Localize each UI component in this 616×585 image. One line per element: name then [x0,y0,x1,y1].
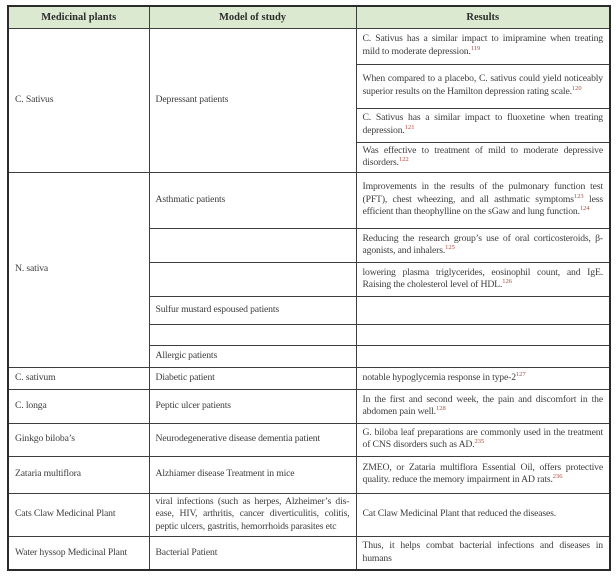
plant-cell: Zataria multiflora [8,456,149,493]
result-cell [356,456,610,493]
result-text: Improvements in the results of the pulmonary function test (PFT), chest wheezing, and all asthmatic symptoms [362,181,603,205]
result-cell [356,324,610,345]
model-cell: Neurodegenerative disease dementia patient [149,423,356,456]
citation-ref: 127 [515,370,526,378]
citation-ref: 122 [398,155,409,163]
citation-ref: 126 [502,277,512,285]
table-row [8,456,610,493]
result-text: less efficient than theophylline on the sGaw and lung function. [362,193,603,218]
plant-cell: Water hyssop Medicinal Plant [8,536,149,570]
model-cell [149,228,356,262]
result-text: lowering plasma triglycerides, eosinophil count, and IgE. Raising the cholesterol level of HDL. [362,266,603,291]
citation-ref: 119 [470,44,481,52]
table-row [8,28,610,64]
result-cell [356,493,610,536]
model-cell: Sulfur mustard espoused patients [149,296,356,324]
table-row [8,423,610,456]
result-cell [356,423,610,456]
result-text: C. Sativus has a similar impact to fluoxetine when treating depression. [362,112,603,137]
result-cell [356,142,610,172]
header-row [8,6,610,28]
plant-cell: C. longa [8,389,149,423]
citation-ref: 128 [435,404,446,412]
table-row [8,493,610,536]
model-cell: Bacterial Patient [149,536,356,570]
result-cell [356,389,610,423]
result-cell [356,64,610,108]
citation-ref: 125 [445,243,455,251]
plant-cell: Ginkgo biloba’s [8,423,149,456]
table-row [8,536,610,570]
citation-ref: 124 [579,205,590,213]
model-cell [149,324,356,345]
citation-ref: 123 [573,192,584,200]
result-text: In the first and second week, the pain and discomfort in the abdomen pain well. [362,393,603,418]
result-cell [356,228,610,262]
column-header-model-of-study: Model of study [149,6,356,28]
table-row [8,172,610,228]
citation-ref: 235 [474,438,485,446]
result-text: Reducing the research group’s use of oral corticosteroids, β-agonists, and inhalers. [362,232,603,257]
result-cell [356,345,610,367]
result-cell [356,262,610,296]
result-cell [356,108,610,142]
model-cell: Peptic ulcer patients [149,389,356,423]
result-cell [356,28,610,64]
model-cell: Alzhiamer disease Treatment in mice [149,456,356,493]
result-text: Thus, it helps combat bacterial infections and diseases in humans [362,540,603,564]
model-cell [149,262,356,296]
result-text: When compared to a placebo, C. sativus could yield noticeably superior results on the Hamilton depression rating scale. [362,73,603,98]
result-text: Was effective to treatment of mild to moderate depressive disorders. [362,144,603,169]
citation-ref: 236 [552,473,563,481]
table-row [8,367,610,389]
plant-cell: C. sativum [8,367,149,389]
result-cell [356,367,610,389]
table-row [8,389,610,423]
result-text: G. biloba leaf preparations are commonly used in the treatment of CNS disorders such as AD. [362,427,603,451]
result-text: C. Sativus has a similar impact to imipramine when treating mild to moderate depression. [362,33,603,58]
citation-ref: 121 [404,123,415,131]
model-cell: Depressant patients [149,28,356,172]
model-cell: Diabetic patient [149,367,356,389]
model-cell: viral infections (such as herpes, Alzheimer’s disease, HIV, arthritis, cancer diverticulitis, colitis, peptic ulcers, gastritis, hemorrhoids parasites etc [149,493,356,536]
result-cell [356,296,610,324]
plant-cell: C. Sativus [8,28,149,172]
column-header-medicinal-plants: Medicinal plants [8,6,149,28]
result-text: Cat Claw Medicinal Plant that reduced the diseases. [362,508,557,520]
plant-cell: Cats Claw Medicinal Plant [8,493,149,536]
model-cell: Asthmatic patients [149,172,356,228]
result-text: ZMEO, or Zataria multiflora Essential Oil, offers protective quality. reduce the memory impairment in AD rats. [362,462,603,486]
column-header-results: Results [356,6,610,28]
citation-ref: 120 [571,84,582,92]
plant-cell: N. sativa [8,172,149,367]
result-cell [356,536,610,570]
result-cell [356,172,610,228]
model-cell: Allergic patients [149,345,356,367]
medicinal-plants-review-table [7,5,611,571]
result-text: notable hypoglycemia response in type-2 [362,371,516,383]
